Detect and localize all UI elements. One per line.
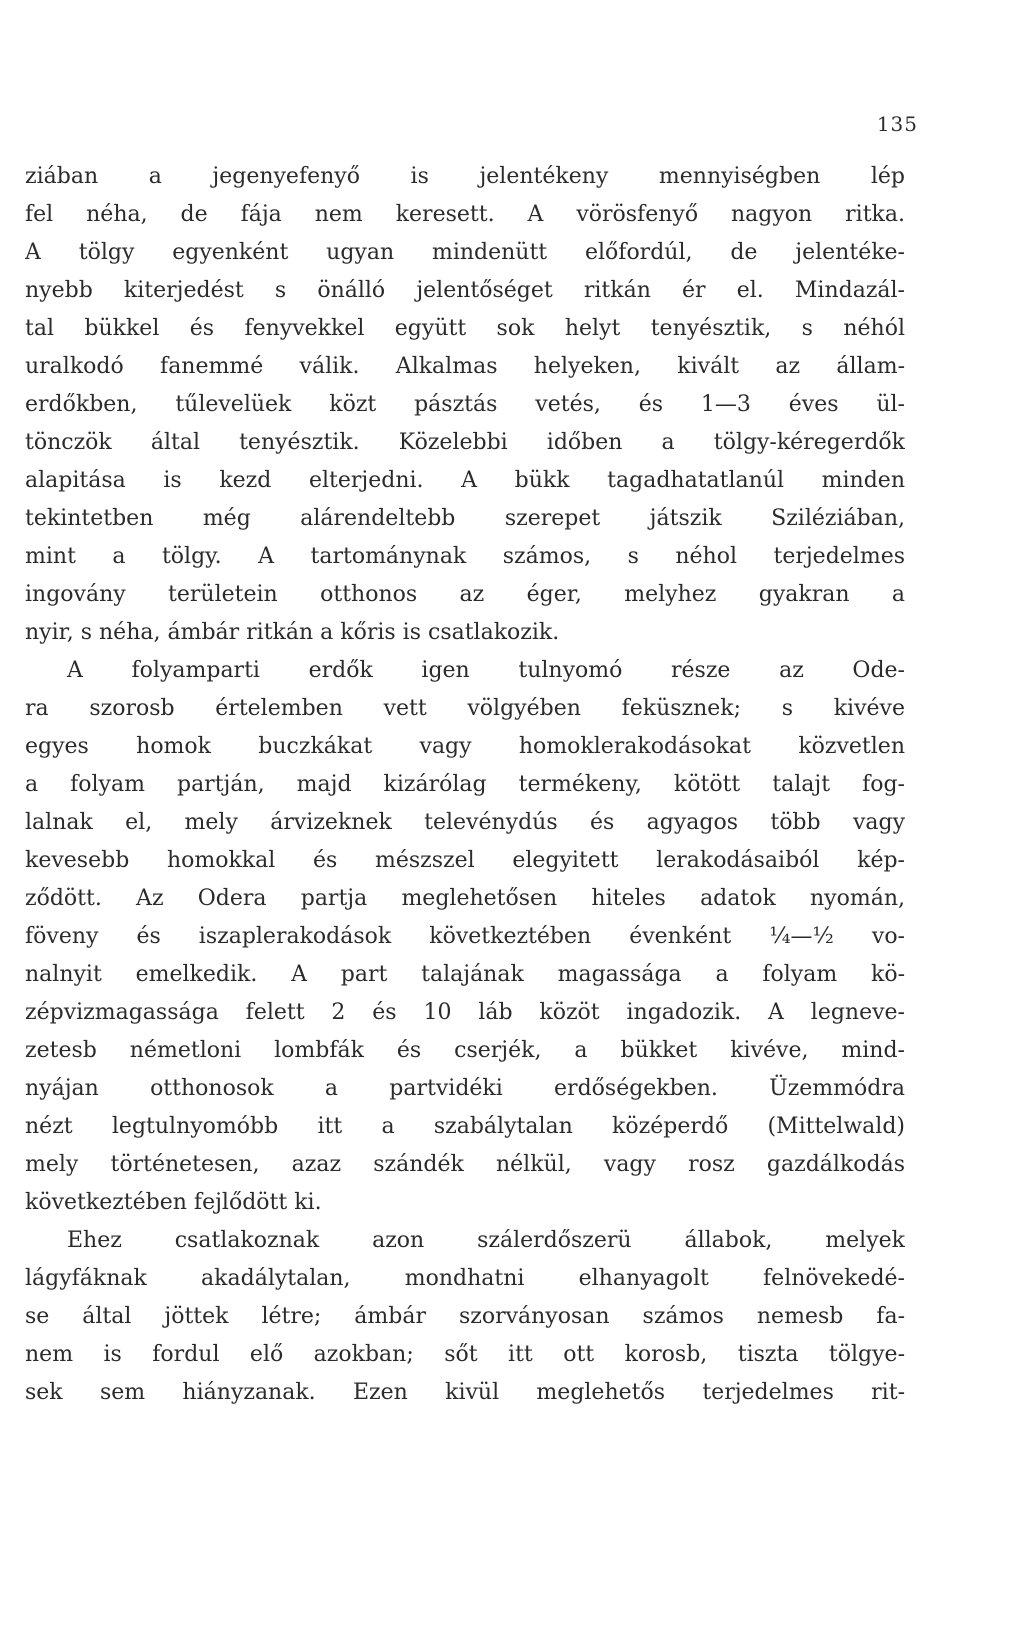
text-line: mely történetesen, azaz szándék nélkül, vagy rosz gazdálkodás xyxy=(25,1152,905,1177)
text-line: se által jöttek létre; ámbár szorványosan számos nemesb fa- xyxy=(25,1304,905,1329)
text-line: kevesebb homokkal és mészszel elegyitett lerakodásaiból kép- xyxy=(25,848,905,873)
text-line: A folyamparti erdők igen tulnyomó része az Ode- xyxy=(67,658,905,683)
text-line: a folyam partján, majd kizárólag termékeny, kötött talajt fog- xyxy=(25,772,905,797)
text-line: lágyfáknak akadálytalan, mondhatni elhanyagolt felnövekedé- xyxy=(25,1266,905,1291)
text-line: nyájan otthonosok a partvidéki erdőségekben. Üzemmódra xyxy=(25,1076,905,1101)
text-line: erdőkben, tűlevelüek közt pásztás vetés, és 1—3 éves ül- xyxy=(25,392,905,417)
text-line: nézt legtulnyomóbb itt a szabálytalan középerdő (Mittelwald) xyxy=(25,1114,905,1139)
text-line: uralkodó fanemmé válik. Alkalmas helyeken, kivált az állam- xyxy=(25,354,905,379)
text-line: tal bükkel és fenyvekkel együtt sok helyt tenyésztik, s néhól xyxy=(25,316,905,341)
text-line: tekintetben még alárendeltebb szerepet játszik Sziléziában, xyxy=(25,506,905,531)
text-line: fel néha, de fája nem keresett. A vörösfenyő nagyon ritka. xyxy=(25,202,905,227)
text-line: következtében fejlődött ki. xyxy=(25,1190,322,1215)
text-line: ra szorosb értelemben vett völgyében feküsznek; s kivéve xyxy=(25,696,905,721)
text-line: mint a tölgy. A tartománynak számos, s néhol terjedelmes xyxy=(25,544,905,569)
text-line: nalnyit emelkedik. A part talajának magassága a folyam kö- xyxy=(25,962,905,987)
text-line: ziában a jegenyefenyő is jelentékeny mennyiségben lép xyxy=(25,164,905,189)
text-line: alapitása is kezd elterjedni. A bükk tagadhatatlanúl minden xyxy=(25,468,905,493)
text-line: ingovány területein otthonos az éger, melyhez gyakran a xyxy=(25,582,905,607)
text-line: nem is fordul elő azokban; sőt itt ott korosb, tiszta tölgye- xyxy=(25,1342,905,1367)
text-line: ződött. Az Odera partja meglehetősen hiteles adatok nyomán, xyxy=(25,886,905,911)
text-line: A tölgy egyenként ugyan mindenütt előfordúl, de jelentéke- xyxy=(25,240,905,265)
body-text xyxy=(25,158,905,1412)
text-line: sek sem hiányzanak. Ezen kivül meglehetős terjedelmes rit- xyxy=(25,1380,905,1405)
text-line: tönczök által tenyésztik. Közelebbi időben a tölgy-kéregerdők xyxy=(25,430,905,455)
text-line: lalnak el, mely árvizeknek televénydús és agyagos több vagy xyxy=(25,810,905,835)
text-line: Ehez csatlakoznak azon szálerdőszerü állabok, melyek xyxy=(67,1228,905,1253)
text-line: egyes homok buczkákat vagy homoklerakodásokat közvetlen xyxy=(25,734,905,759)
text-line: zépvizmagassága felett 2 és 10 láb közöt ingadozik. A legneve- xyxy=(25,1000,905,1025)
page-number: 135 xyxy=(876,112,918,136)
text-line: föveny és iszaplerakodások következtében évenként ¼—½ vo- xyxy=(25,924,905,949)
text-line: nyebb kiterjedést s önálló jelentőséget ritkán ér el. Mindazál- xyxy=(25,278,905,303)
text-line: nyir, s néha, ámbár ritkán a kőris is csatlakozik. xyxy=(25,620,560,645)
text-line: zetesb németloni lombfák és cserjék, a bükket kivéve, mind- xyxy=(25,1038,905,1063)
